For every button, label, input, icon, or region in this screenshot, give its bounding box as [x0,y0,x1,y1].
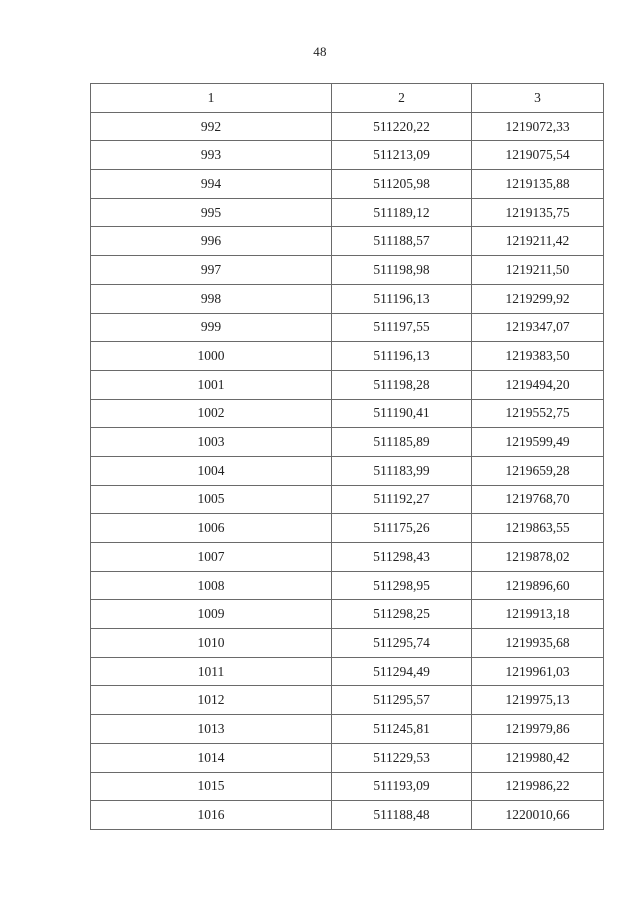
x-coordinate-cell: 511198,28 [332,370,472,399]
point-number-cell: 1016 [91,801,332,830]
y-coordinate-cell: 1219072,33 [472,112,604,141]
point-number-cell: 994 [91,170,332,199]
x-coordinate-cell: 511189,12 [332,198,472,227]
column-header-3: 3 [472,84,604,113]
point-number-cell: 1010 [91,629,332,658]
x-coordinate-cell: 511197,55 [332,313,472,342]
table-row [91,514,604,543]
x-coordinate-cell: 511188,57 [332,227,472,256]
point-number-cell: 1002 [91,399,332,428]
x-coordinate-cell: 511185,89 [332,428,472,457]
y-coordinate-cell: 1219211,50 [472,256,604,285]
table-row [91,715,604,744]
x-coordinate-cell: 511298,43 [332,543,472,572]
column-header-1: 1 [91,84,332,113]
table-row [91,284,604,313]
point-number-cell: 998 [91,284,332,313]
table-row [91,112,604,141]
table-row [91,600,604,629]
point-number-cell: 1007 [91,543,332,572]
point-number-cell: 1009 [91,600,332,629]
x-coordinate-cell: 511298,25 [332,600,472,629]
y-coordinate-cell: 1219975,13 [472,686,604,715]
y-coordinate-cell: 1219768,70 [472,485,604,514]
point-number-cell: 1014 [91,743,332,772]
y-coordinate-cell: 1219494,20 [472,370,604,399]
x-coordinate-cell: 511205,98 [332,170,472,199]
table-row [91,543,604,572]
point-number-cell: 997 [91,256,332,285]
table-row [91,342,604,371]
table-row [91,256,604,285]
x-coordinate-cell: 511298,95 [332,571,472,600]
y-coordinate-cell: 1219980,42 [472,743,604,772]
point-number-cell: 1000 [91,342,332,371]
y-coordinate-cell: 1219211,42 [472,227,604,256]
table-row [91,313,604,342]
table-row [91,743,604,772]
x-coordinate-cell: 511183,99 [332,456,472,485]
point-number-cell: 992 [91,112,332,141]
y-coordinate-cell: 1219863,55 [472,514,604,543]
point-number-cell: 1013 [91,715,332,744]
y-coordinate-cell: 1220010,66 [472,801,604,830]
x-coordinate-cell: 511294,49 [332,657,472,686]
table-row [91,657,604,686]
x-coordinate-cell: 511198,98 [332,256,472,285]
table-row [91,370,604,399]
y-coordinate-cell: 1219599,49 [472,428,604,457]
point-number-cell: 1006 [91,514,332,543]
y-coordinate-cell: 1219299,92 [472,284,604,313]
point-number-cell: 1005 [91,485,332,514]
table-row [91,399,604,428]
y-coordinate-cell: 1219896,60 [472,571,604,600]
y-coordinate-cell: 1219383,50 [472,342,604,371]
point-number-cell: 993 [91,141,332,170]
table-row [91,772,604,801]
x-coordinate-cell: 511295,57 [332,686,472,715]
table-row [91,801,604,830]
table-row [91,227,604,256]
table-header-row [91,84,604,113]
table-row [91,428,604,457]
x-coordinate-cell: 511193,09 [332,772,472,801]
y-coordinate-cell: 1219135,88 [472,170,604,199]
point-number-cell: 1001 [91,370,332,399]
y-coordinate-cell: 1219135,75 [472,198,604,227]
point-number-cell: 1008 [91,571,332,600]
y-coordinate-cell: 1219935,68 [472,629,604,658]
x-coordinate-cell: 511196,13 [332,284,472,313]
table-row [91,629,604,658]
point-number-cell: 1003 [91,428,332,457]
table-row [91,170,604,199]
y-coordinate-cell: 1219075,54 [472,141,604,170]
point-number-cell: 1004 [91,456,332,485]
x-coordinate-cell: 511220,22 [332,112,472,141]
y-coordinate-cell: 1219878,02 [472,543,604,572]
y-coordinate-cell: 1219659,28 [472,456,604,485]
y-coordinate-cell: 1219961,03 [472,657,604,686]
x-coordinate-cell: 511245,81 [332,715,472,744]
point-number-cell: 995 [91,198,332,227]
x-coordinate-cell: 511229,53 [332,743,472,772]
x-coordinate-cell: 511175,26 [332,514,472,543]
x-coordinate-cell: 511192,27 [332,485,472,514]
x-coordinate-cell: 511295,74 [332,629,472,658]
point-number-cell: 1011 [91,657,332,686]
y-coordinate-cell: 1219986,22 [472,772,604,801]
table-row [91,198,604,227]
point-number-cell: 999 [91,313,332,342]
column-header-2: 2 [332,84,472,113]
point-number-cell: 996 [91,227,332,256]
table-row [91,485,604,514]
table-row [91,686,604,715]
table-row [91,571,604,600]
y-coordinate-cell: 1219979,86 [472,715,604,744]
x-coordinate-cell: 511196,13 [332,342,472,371]
point-number-cell: 1015 [91,772,332,801]
coordinates-table [90,83,604,830]
y-coordinate-cell: 1219913,18 [472,600,604,629]
page-number: 48 [313,44,327,59]
y-coordinate-cell: 1219347,07 [472,313,604,342]
x-coordinate-cell: 511213,09 [332,141,472,170]
table-row [91,456,604,485]
table-row [91,141,604,170]
x-coordinate-cell: 511190,41 [332,399,472,428]
y-coordinate-cell: 1219552,75 [472,399,604,428]
x-coordinate-cell: 511188,48 [332,801,472,830]
point-number-cell: 1012 [91,686,332,715]
